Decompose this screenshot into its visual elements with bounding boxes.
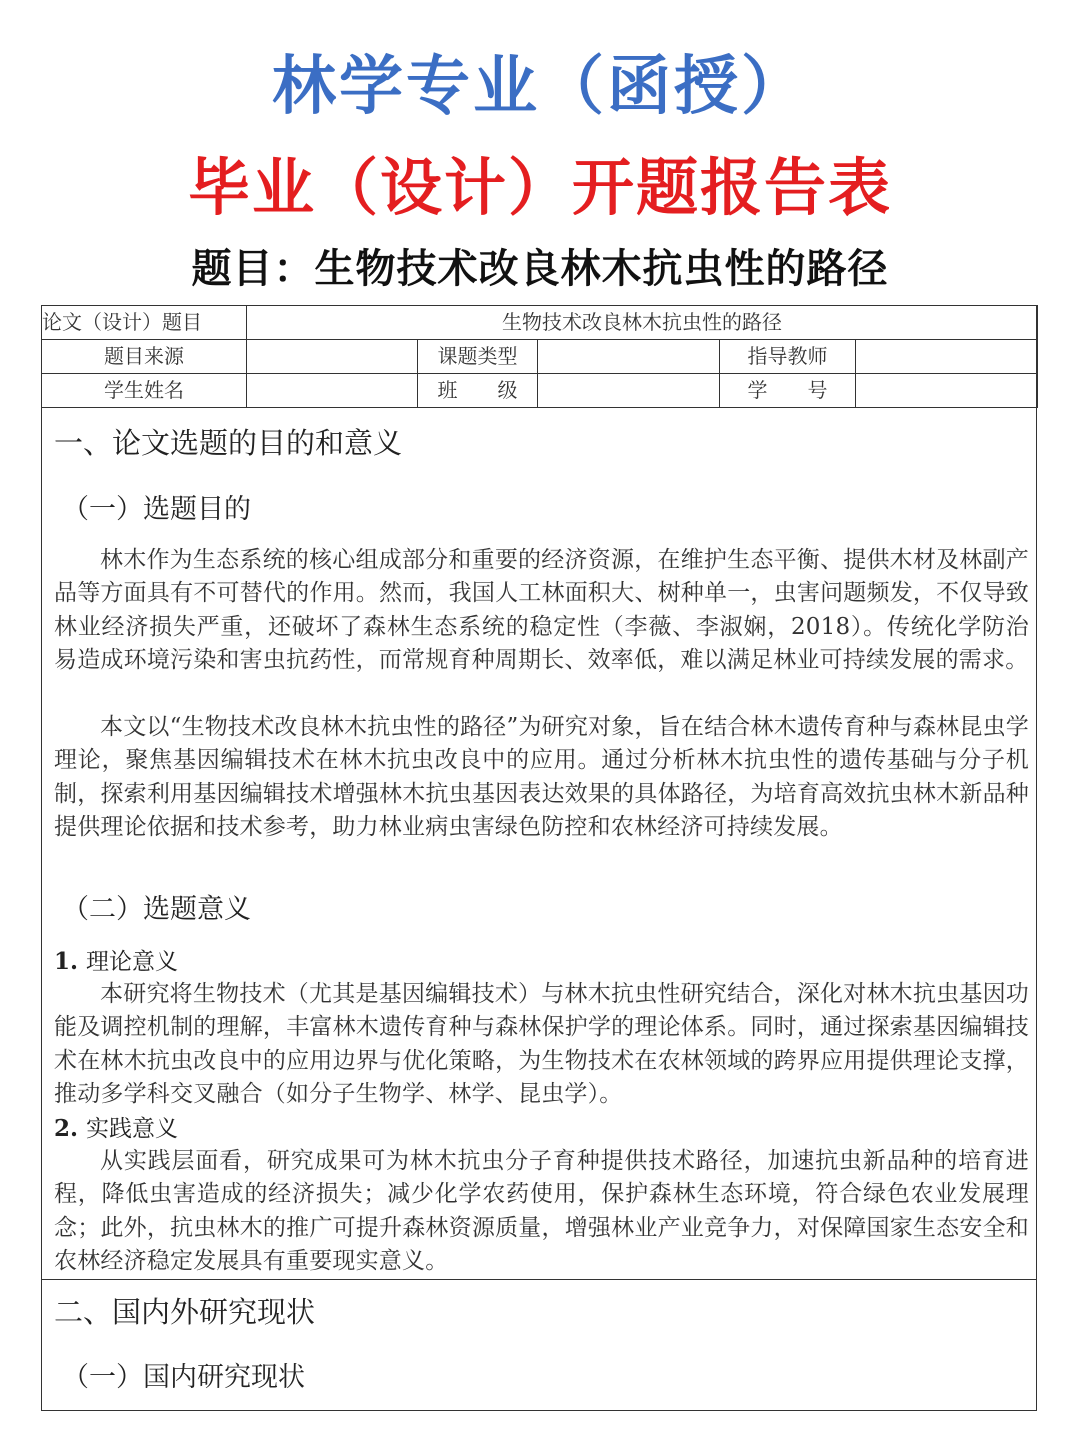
document-topic-title: 题目：生物技术改良林木抗虫性的路径	[191, 246, 889, 292]
purpose-paragraph-2: 本文以“生物技术改良林木抗虫性的路径”为研究对象，旨在结合林木遗传育种与森林昆虫学理论，聚焦基因编辑技术在林木抗虫改良中的应用。通过分析林木抗虫性的遗传基础与分子机制，探索利用基因编辑技术增强林木抗虫基因表达效果的具体路径，为培育高效抗虫林木新品种提供理论依据和技术参考，助力林业病虫害绿色防控和农林经济可持续发展。	[54, 714, 1029, 841]
topic-label: 论文（设计）题目	[42, 306, 247, 340]
section1-sub1-heading: （一）选题目的	[62, 494, 251, 525]
document-title-major: 林学专业（函授）	[272, 50, 808, 124]
section-divider	[41, 1279, 1037, 1280]
purpose-paragraph-1: 林木作为生态系统的核心组成部分和重要的经济资源，在维护生态平衡、提供木材及林副产品等方面具有不可替代的作用。然而，我国人工林面积大、树种单一，虫害问题频发，不仅导致林业经济损失严重，还破坏了森林生态系统的稳定性（李薇、李淑娴，2018）。传统化学防治易造成环境污染和害虫抗药性，而常规育种周期长、效率低，难以满足林业可持续发展的需求。	[54, 547, 1029, 674]
name-value	[247, 374, 418, 408]
table-row	[42, 374, 1038, 408]
info-table	[41, 305, 1038, 408]
section2-sub1-heading: （一）国内研究现状	[62, 1362, 305, 1393]
advisor-value	[856, 340, 1038, 374]
source-value	[247, 340, 418, 374]
name-label: 学生姓名	[42, 374, 247, 408]
practice-paragraph: 从实践层面看，研究成果可为林木抗虫分子育种提供技术路径，加速抗虫新品种的培育进程，降低虫害造成的经济损失；减少化学农药使用，保护森林生态环境，符合绿色农业发展理念；此外，抗虫林木的推广可提升森林资源质量，增强林业产业竞争力，对保障国家生态安全和农林经济稳定发展具有重要现实意义。	[54, 1148, 1029, 1275]
topic-value: 生物技术改良林木抗虫性的路径	[247, 306, 1038, 340]
student-id-value	[856, 374, 1038, 408]
theory-number: 1.	[54, 948, 79, 975]
document-title-form: 毕业（设计）开题报告表	[187, 151, 892, 224]
practice-heading	[54, 1112, 178, 1146]
practice-title: 实践意义	[86, 1116, 179, 1142]
theory-paragraph: 本研究将生物技术（尤其是基因编辑技术）与林木抗虫性研究结合，深化对林木抗虫基因功能及调控机制的理解，丰富林木遗传育种与森林保护学的理论体系。同时，通过探索基因编辑技术在林木抗虫改良中的应用边界与优化策略，为生物技术在农林领域的跨界应用提供理论支撑，推动多学科交叉融合（如分子生物学、林学、昆虫学）。	[54, 981, 1029, 1108]
theory-heading	[54, 945, 178, 979]
source-label: 题目来源	[42, 340, 247, 374]
table-row	[42, 306, 1038, 340]
class-value	[538, 374, 720, 408]
table-row	[42, 340, 1038, 374]
section1-sub2-heading: （二）选题意义	[62, 894, 251, 925]
theory-title: 理论意义	[86, 949, 179, 975]
advisor-label: 指导教师	[720, 340, 856, 374]
type-value	[538, 340, 720, 374]
class-label: 班 级	[418, 374, 538, 408]
type-label: 课题类型	[418, 340, 538, 374]
section2-heading: 二、国内外研究现状	[54, 1295, 316, 1329]
section1-heading: 一、论文选题的目的和意义	[54, 426, 403, 460]
student-id-label: 学 号	[720, 374, 856, 408]
practice-number: 2.	[54, 1115, 79, 1142]
